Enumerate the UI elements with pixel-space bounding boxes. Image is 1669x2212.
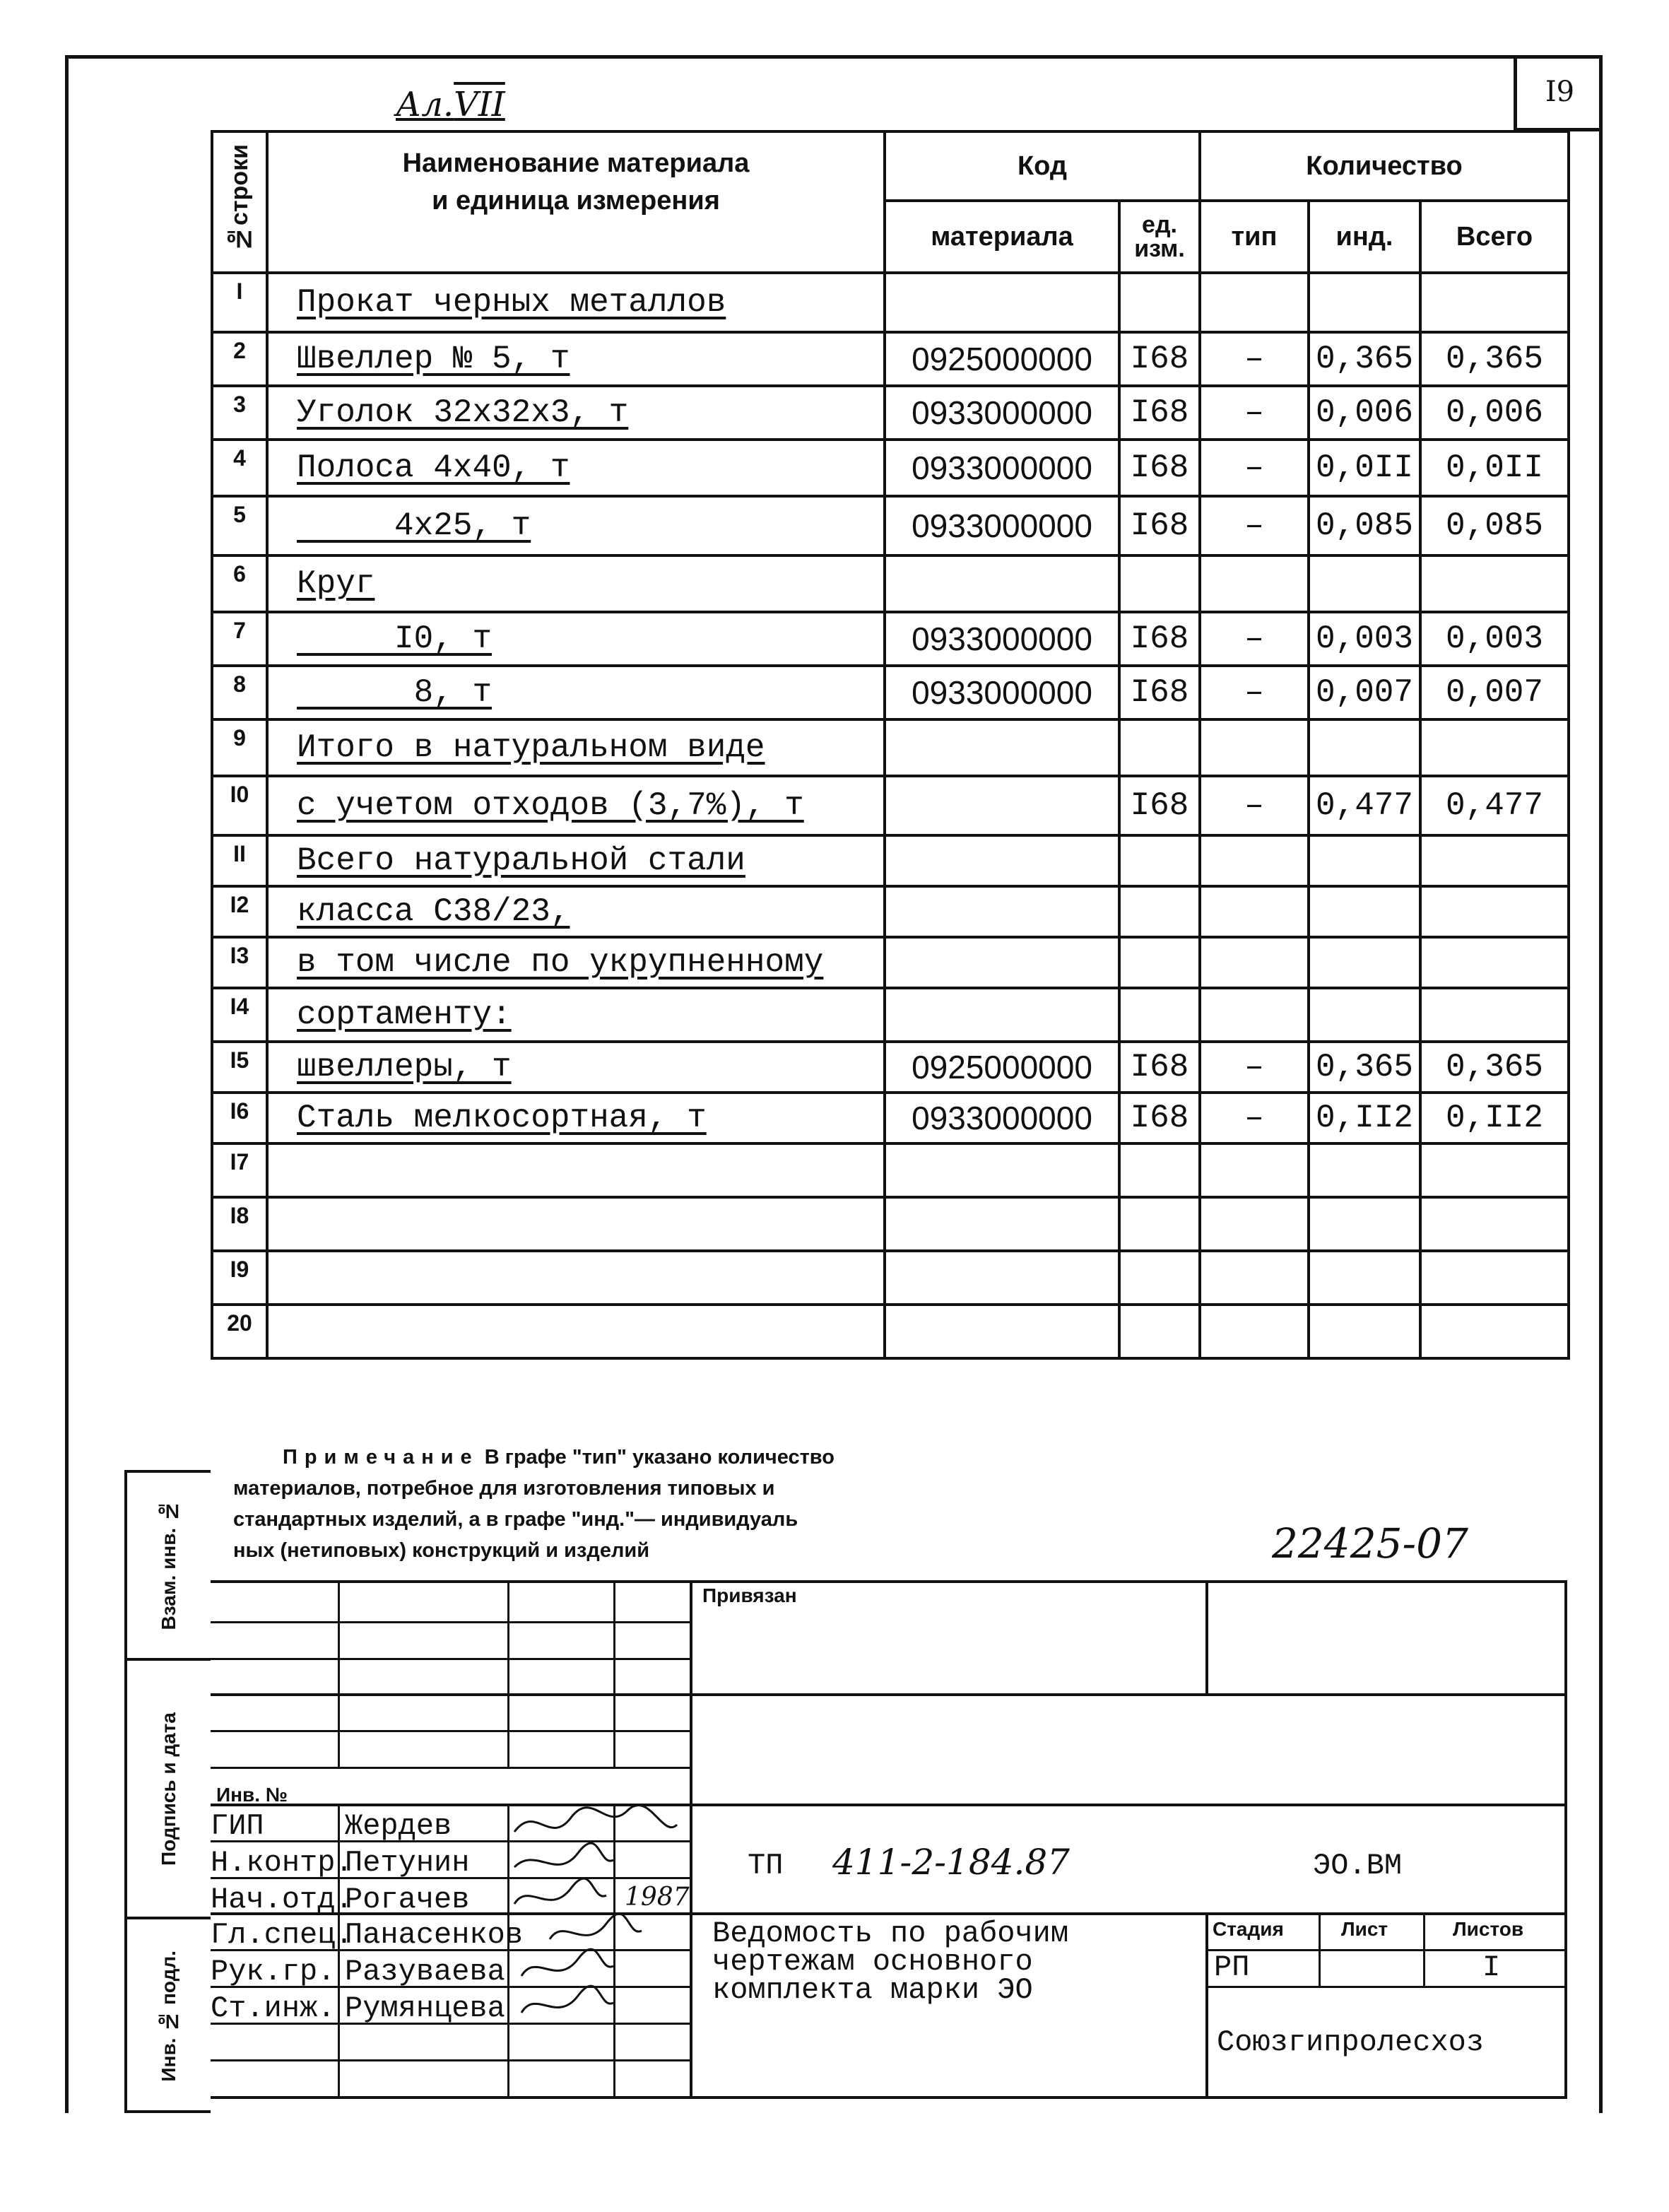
ind-qty: 0,II2 bbox=[1309, 1093, 1420, 1143]
material-name: Полоса 4х40, т bbox=[267, 440, 885, 496]
row-number: I0 bbox=[212, 776, 267, 835]
material-name bbox=[267, 1197, 885, 1251]
ind-qty: 0,003 bbox=[1309, 612, 1420, 666]
role-n-kontr: Н.контр. bbox=[211, 1846, 353, 1880]
ind-qty bbox=[1309, 886, 1420, 937]
type-qty bbox=[1200, 1251, 1309, 1305]
material-name: сортаменту: bbox=[267, 988, 885, 1042]
total-qty bbox=[1420, 835, 1569, 886]
material-name bbox=[267, 1143, 885, 1197]
type-header: тип bbox=[1200, 201, 1309, 273]
unit-code: I68 bbox=[1119, 1093, 1200, 1143]
material-code: 0933000000 bbox=[885, 386, 1119, 440]
material-code bbox=[885, 273, 1119, 332]
title-block bbox=[211, 1580, 1567, 2113]
type-qty bbox=[1200, 1305, 1309, 1358]
total-qty: 0,0II bbox=[1420, 440, 1569, 496]
unit-code bbox=[1119, 1251, 1200, 1305]
table-row bbox=[212, 988, 1569, 1042]
row-number: I4 bbox=[212, 988, 267, 1042]
table-row bbox=[212, 666, 1569, 719]
ind-qty: 0,365 bbox=[1309, 1042, 1420, 1093]
total-qty bbox=[1420, 1251, 1569, 1305]
side-strip bbox=[124, 1470, 211, 2113]
ind-header: инд. bbox=[1309, 201, 1420, 273]
unit-code: I68 bbox=[1119, 440, 1200, 496]
drawing-mark: ЭО.ВМ bbox=[1313, 1849, 1403, 1883]
material-code bbox=[885, 776, 1119, 835]
table-row bbox=[212, 1197, 1569, 1251]
sheets-label: Листов bbox=[1453, 1918, 1524, 1940]
ind-qty: 0,085 bbox=[1309, 496, 1420, 555]
material-name: Всего натуральной стали bbox=[267, 835, 885, 886]
unit-code bbox=[1119, 886, 1200, 937]
material-code bbox=[885, 719, 1119, 776]
ind-qty bbox=[1309, 555, 1420, 612]
unit-code: I68 bbox=[1119, 1042, 1200, 1093]
table-row bbox=[212, 886, 1569, 937]
row-number: 20 bbox=[212, 1305, 267, 1358]
organization: Союзгипролесхоз bbox=[1217, 2025, 1485, 2059]
role-ruk-gr: Рук.гр. bbox=[211, 1955, 336, 1989]
unit-code: I68 bbox=[1119, 386, 1200, 440]
side-inv-podl-label: Инв. № подл. bbox=[158, 1951, 179, 2082]
material-name: 8, т bbox=[267, 666, 885, 719]
total-qty: 0,003 bbox=[1420, 612, 1569, 666]
type-qty bbox=[1200, 273, 1309, 332]
ind-qty bbox=[1309, 1143, 1420, 1197]
side-podpis-label: Подпись и дата bbox=[158, 1712, 179, 1866]
ind-qty bbox=[1309, 1305, 1420, 1358]
ind-qty bbox=[1309, 1197, 1420, 1251]
name-rumyantseva: Румянцева bbox=[345, 1992, 505, 2025]
privyazan-label: Привязан bbox=[702, 1584, 797, 1606]
material-code bbox=[885, 1143, 1119, 1197]
unit-code: I68 bbox=[1119, 776, 1200, 835]
ind-qty bbox=[1309, 1251, 1420, 1305]
total-qty bbox=[1420, 988, 1569, 1042]
table-row bbox=[212, 1143, 1569, 1197]
material-name: Круг bbox=[267, 555, 885, 612]
name-header: Наименование материала и единица измерения bbox=[267, 131, 885, 273]
ind-qty bbox=[1309, 835, 1420, 886]
unit-code bbox=[1119, 555, 1200, 612]
table-row bbox=[212, 612, 1569, 666]
name-razuvaeva: Разуваева bbox=[345, 1955, 505, 1989]
unit-code bbox=[1119, 719, 1200, 776]
total-qty bbox=[1420, 273, 1569, 332]
type-qty bbox=[1200, 886, 1309, 937]
type-qty: – bbox=[1200, 440, 1309, 496]
unit-code bbox=[1119, 988, 1200, 1042]
type-qty: – bbox=[1200, 332, 1309, 386]
type-qty bbox=[1200, 988, 1309, 1042]
material-code: 0933000000 bbox=[885, 666, 1119, 719]
row-number: I3 bbox=[212, 937, 267, 988]
material-code bbox=[885, 988, 1119, 1042]
role-st-inzh: Ст.инж. bbox=[211, 1992, 336, 2025]
role-gl-spec: Гл.спец. bbox=[211, 1918, 353, 1952]
row-number: II bbox=[212, 835, 267, 886]
material-name bbox=[267, 1251, 885, 1305]
sheet-label: Лист bbox=[1341, 1918, 1388, 1940]
material-code bbox=[885, 1251, 1119, 1305]
quantity-header: Количество bbox=[1200, 131, 1569, 201]
total-qty bbox=[1420, 937, 1569, 988]
unit-code bbox=[1119, 1143, 1200, 1197]
total-qty bbox=[1420, 886, 1569, 937]
material-code bbox=[885, 555, 1119, 612]
table-row bbox=[212, 1042, 1569, 1093]
ind-qty: 0,006 bbox=[1309, 386, 1420, 440]
material-code bbox=[885, 937, 1119, 988]
ind-qty bbox=[1309, 273, 1420, 332]
material-name bbox=[267, 1305, 885, 1358]
total-qty: 0,085 bbox=[1420, 496, 1569, 555]
material-code: 0933000000 bbox=[885, 440, 1119, 496]
unit-code: I68 bbox=[1119, 496, 1200, 555]
stage-label: Стадия bbox=[1213, 1918, 1284, 1940]
row-number: 9 bbox=[212, 719, 267, 776]
table-row bbox=[212, 719, 1569, 776]
stage-value: РП bbox=[1214, 1951, 1250, 1984]
code-material-header: материала bbox=[885, 201, 1119, 273]
side-vzam-label: Взам. инв. № bbox=[158, 1500, 179, 1630]
total-qty bbox=[1420, 719, 1569, 776]
total-qty bbox=[1420, 1305, 1569, 1358]
type-qty bbox=[1200, 1143, 1309, 1197]
type-qty bbox=[1200, 719, 1309, 776]
total-qty: 0,365 bbox=[1420, 332, 1569, 386]
row-number: I8 bbox=[212, 1197, 267, 1251]
table-row bbox=[212, 496, 1569, 555]
material-code: 0933000000 bbox=[885, 1093, 1119, 1143]
row-number: I5 bbox=[212, 1042, 267, 1093]
name-petunin: Петунин bbox=[345, 1846, 470, 1880]
unit-code: I68 bbox=[1119, 332, 1200, 386]
name-panasenkov: Панасенков bbox=[345, 1918, 524, 1952]
material-name: класса С38/23, bbox=[267, 886, 885, 937]
row-number: 4 bbox=[212, 440, 267, 496]
row-number: I6 bbox=[212, 1093, 267, 1143]
document-number: 22425-07 bbox=[1272, 1519, 1468, 1567]
ind-qty bbox=[1309, 937, 1420, 988]
type-qty: – bbox=[1200, 776, 1309, 835]
ind-qty: 0,365 bbox=[1309, 332, 1420, 386]
material-code: 0933000000 bbox=[885, 612, 1119, 666]
type-qty bbox=[1200, 835, 1309, 886]
table-row bbox=[212, 937, 1569, 988]
total-qty: 0,007 bbox=[1420, 666, 1569, 719]
role-gip: ГИП bbox=[211, 1809, 264, 1843]
row-number: 5 bbox=[212, 496, 267, 555]
row-number: 3 bbox=[212, 386, 267, 440]
ind-qty: 0,477 bbox=[1309, 776, 1420, 835]
type-qty bbox=[1200, 937, 1309, 988]
material-name: с учетом отходов (3,7%), т bbox=[267, 776, 885, 835]
material-name: в том числе по укрупненному bbox=[267, 937, 885, 988]
type-qty: – bbox=[1200, 666, 1309, 719]
top-mark-roman: VII bbox=[454, 85, 505, 124]
type-qty bbox=[1200, 1197, 1309, 1251]
material-code: 0925000000 bbox=[885, 1042, 1119, 1093]
material-code bbox=[885, 1197, 1119, 1251]
row-number: 7 bbox=[212, 612, 267, 666]
row-number: 8 bbox=[212, 666, 267, 719]
unit-code: I68 bbox=[1119, 612, 1200, 666]
material-name: 4х25, т bbox=[267, 496, 885, 555]
material-name: Сталь мелкосортная, т bbox=[267, 1093, 885, 1143]
total-qty: 0,477 bbox=[1420, 776, 1569, 835]
top-mark: Ал.VII bbox=[396, 85, 505, 124]
type-qty: – bbox=[1200, 386, 1309, 440]
project-code: ТП bbox=[748, 1849, 784, 1883]
table-row bbox=[212, 440, 1569, 496]
row-number: I bbox=[212, 273, 267, 332]
document-title: Ведомость по рабочим чертежам основного комплекта марки ЭО bbox=[712, 1917, 1069, 2007]
unit-code bbox=[1119, 1197, 1200, 1251]
type-qty: – bbox=[1200, 1093, 1309, 1143]
material-name: Прокат черных металлов bbox=[267, 273, 885, 332]
type-qty bbox=[1200, 555, 1309, 612]
material-name: Швеллер № 5, т bbox=[267, 332, 885, 386]
unit-code bbox=[1119, 273, 1200, 332]
unit-header: ед. изм. bbox=[1119, 201, 1200, 273]
role-nach-otd: Нач.отд. bbox=[211, 1883, 353, 1917]
unit-code: I68 bbox=[1119, 666, 1200, 719]
table-row bbox=[212, 555, 1569, 612]
unit-code bbox=[1119, 1305, 1200, 1358]
material-code bbox=[885, 886, 1119, 937]
code-header: Код bbox=[885, 131, 1200, 201]
table-row bbox=[212, 1093, 1569, 1143]
signatures bbox=[507, 1804, 691, 2030]
ind-qty bbox=[1309, 988, 1420, 1042]
material-name: Итого в натуральном виде bbox=[267, 719, 885, 776]
ind-qty: 0,007 bbox=[1309, 666, 1420, 719]
table-row bbox=[212, 273, 1569, 332]
ind-qty bbox=[1309, 719, 1420, 776]
total-qty: 0,365 bbox=[1420, 1042, 1569, 1093]
row-number: I9 bbox=[212, 1251, 267, 1305]
row-number: 6 bbox=[212, 555, 267, 612]
name-rogachev: Рогачев bbox=[345, 1883, 470, 1917]
sheets-value: I bbox=[1482, 1951, 1501, 1984]
total-qty bbox=[1420, 1143, 1569, 1197]
total-qty bbox=[1420, 555, 1569, 612]
type-qty: – bbox=[1200, 1042, 1309, 1093]
row-number: I7 bbox=[212, 1143, 267, 1197]
note: Примечание В графе "тип" указано количество материалов, потребное для изготовления типовых и стандартных изделий, а в графе "инд."— индивидуаль ных (нетиповых) конструкций и изделий bbox=[233, 1446, 834, 1562]
total-qty: 0,006 bbox=[1420, 386, 1569, 440]
project-number: 411-2-184.87 bbox=[832, 1842, 1070, 1883]
table-row bbox=[212, 1251, 1569, 1305]
inv-no-label: Инв. № bbox=[216, 1784, 288, 1806]
ind-qty: 0,0II bbox=[1309, 440, 1420, 496]
material-name: Уголок 32х32х3, т bbox=[267, 386, 885, 440]
name-zherdev: Жердев bbox=[345, 1809, 452, 1843]
table-row bbox=[212, 776, 1569, 835]
material-code: 0925000000 bbox=[885, 332, 1119, 386]
materials-table bbox=[211, 130, 1570, 1360]
row-number-header: №строки bbox=[212, 131, 267, 273]
material-code: 0933000000 bbox=[885, 496, 1119, 555]
row-number: I2 bbox=[212, 886, 267, 937]
material-name: швеллеры, т bbox=[267, 1042, 885, 1093]
type-qty: – bbox=[1200, 496, 1309, 555]
total-qty: 0,II2 bbox=[1420, 1093, 1569, 1143]
material-code bbox=[885, 1305, 1119, 1358]
table-row bbox=[212, 835, 1569, 886]
type-qty: – bbox=[1200, 612, 1309, 666]
row-number: 2 bbox=[212, 332, 267, 386]
table-row bbox=[212, 1305, 1569, 1358]
unit-code bbox=[1119, 835, 1200, 886]
table-row bbox=[212, 386, 1569, 440]
total-qty bbox=[1420, 1197, 1569, 1251]
sheet-number: I9 bbox=[1514, 55, 1603, 131]
material-code bbox=[885, 835, 1119, 886]
material-name: I0, т bbox=[267, 612, 885, 666]
unit-code bbox=[1119, 937, 1200, 988]
total-header: Всего bbox=[1420, 201, 1569, 273]
signature-year: 1987 bbox=[625, 1883, 690, 1912]
table-body bbox=[212, 273, 1569, 1358]
table-row bbox=[212, 332, 1569, 386]
